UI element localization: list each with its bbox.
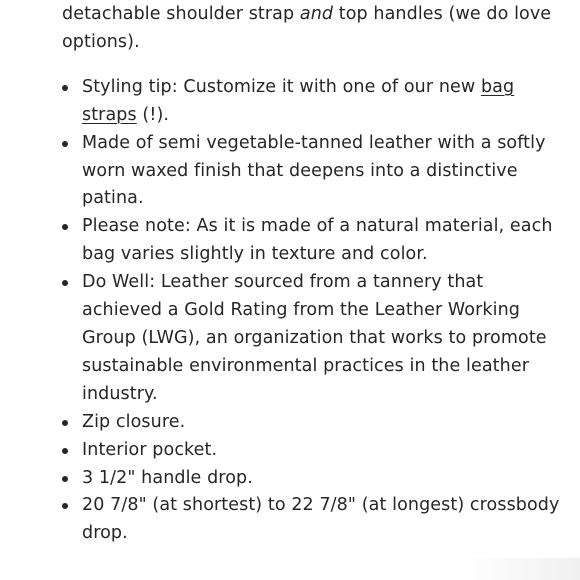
please-note-text: Please note: As it is made of a natural material, each bag varies slightly in texture and color.	[82, 216, 553, 265]
interior-pocket-text: Interior pocket.	[82, 439, 218, 460]
product-description	[62, 0, 562, 548]
leather-text: Made of semi vegetable-tanned leather with a softly worn waxed finish that deepens into a distinctive patina.	[82, 132, 546, 209]
bullet-icon	[62, 420, 68, 426]
bullet-icon	[62, 85, 68, 91]
list-item-handle-drop	[62, 465, 562, 493]
styling-tip-text: Styling tip: Customize it with one of our new	[82, 76, 481, 97]
list-item-zip-closure	[62, 409, 562, 437]
bag-straps-link[interactable]: bag straps	[82, 76, 515, 125]
list-item-interior-pocket	[62, 437, 562, 465]
intro-text-start: detachable shoulder strap	[62, 4, 300, 24]
corner-fade	[460, 558, 580, 580]
description-intro	[62, 0, 562, 57]
list-item-crossbody-drop	[62, 492, 562, 548]
intro-text-end: top handles (we do love options).	[62, 4, 552, 52]
do-well-text: Do Well: Leather sourced from a tannery that achieved a Gold Rating from the Leather Working Group (LWG), an organization that works to promote sustainable environmental practices in the leather industry.	[82, 272, 547, 404]
bullet-icon	[62, 503, 68, 509]
bullet-icon	[62, 280, 68, 286]
bullet-icon	[62, 141, 68, 147]
bullet-icon	[62, 224, 68, 230]
handle-drop-text: 3 1/2" handle drop.	[82, 467, 253, 488]
crossbody-drop-text: 20 7/8" (at shortest) to 22 7/8" (at longest) crossbody drop.	[82, 495, 560, 544]
list-item-please-note	[62, 213, 562, 269]
list-item-leather	[62, 130, 562, 214]
feature-list	[62, 74, 562, 548]
zip-closure-text: Zip closure.	[82, 411, 186, 432]
bullet-icon	[62, 476, 68, 482]
styling-tip-suffix: (!).	[136, 104, 170, 125]
list-item-do-well	[62, 269, 562, 409]
intro-emphasis: and	[299, 4, 334, 24]
bullet-icon	[62, 448, 68, 454]
list-item-styling-tip	[62, 74, 562, 130]
